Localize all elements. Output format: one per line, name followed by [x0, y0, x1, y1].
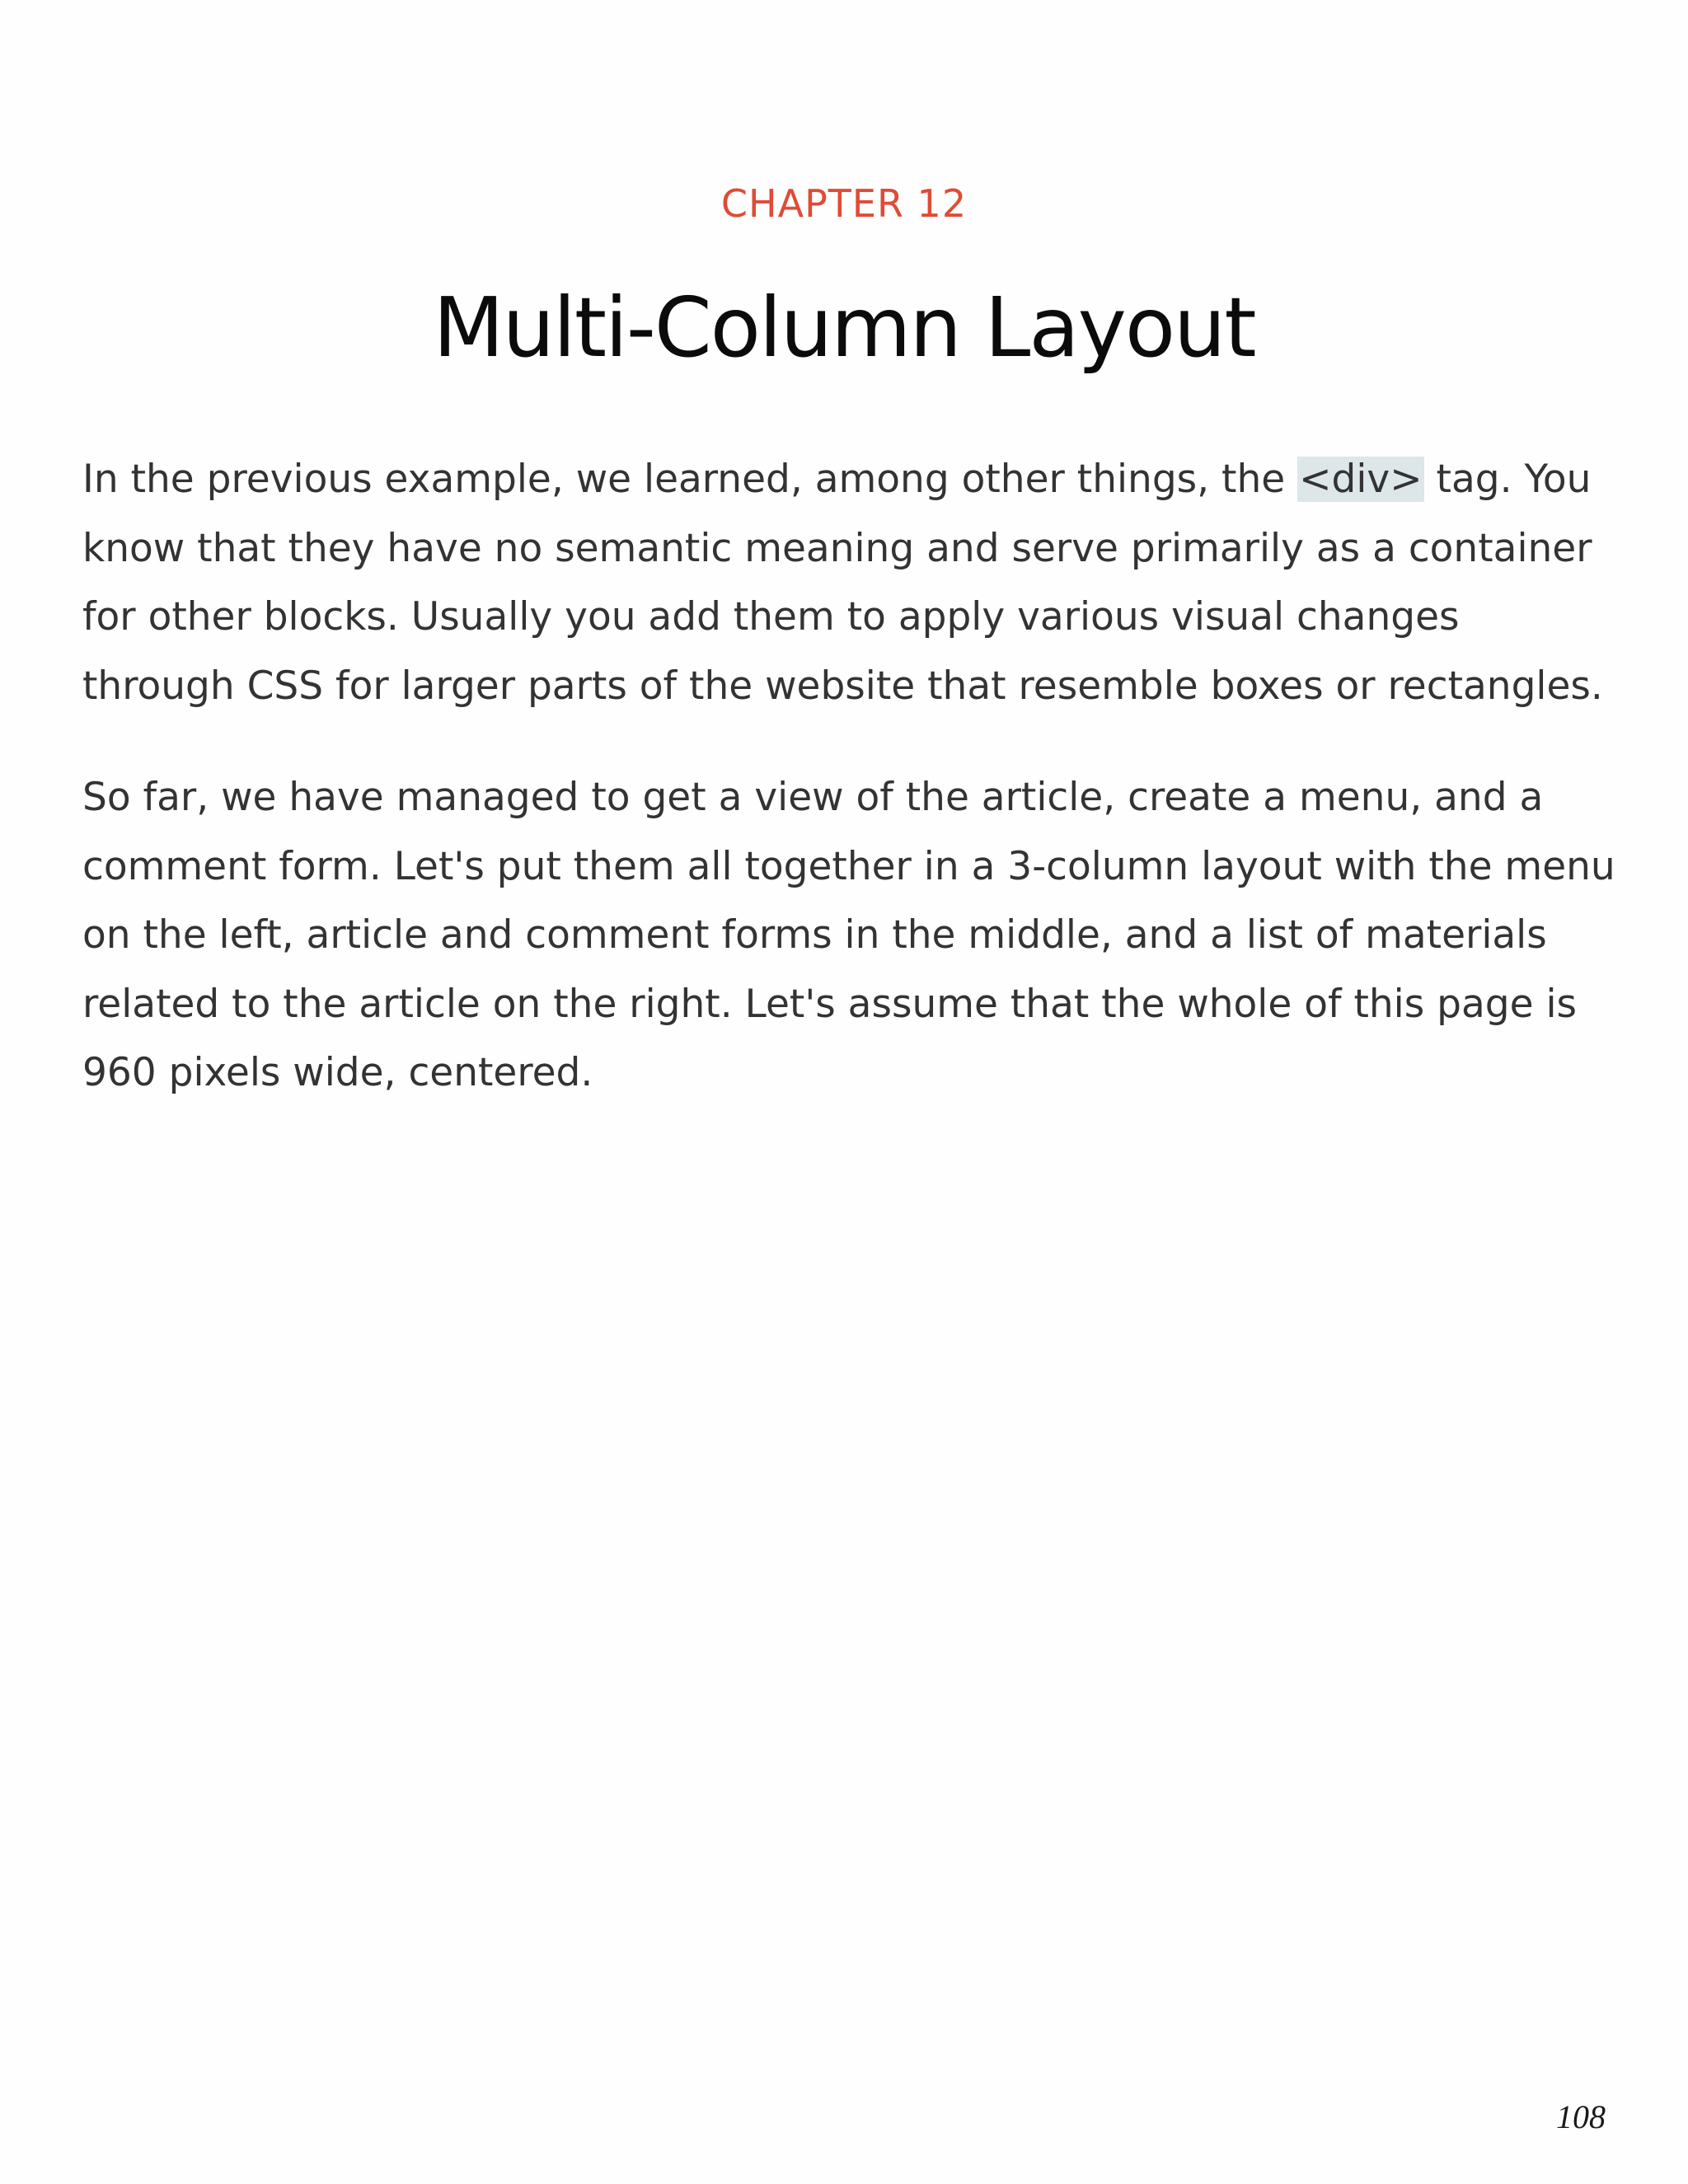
paragraph-layout-plan: So far, we have managed to get a view of the article, create a menu, and a comment form. Let's put them all together in a 3-column layout with the menu on the left, article and comment forms in the middle, and a list of materials related to the article on the right. Let's assume that the whole of this page is 960 pixels wide, centered.	[82, 775, 1615, 1095]
paragraph-intro-text-end: tag. You know that they have no semantic meaning and serve primarily as a container for other blocks. Usually you add them to apply various visual changes through CSS for larger parts of the website that resemble boxes or rectangles.	[82, 457, 1603, 709]
paragraph-intro	[82, 445, 1615, 720]
chapter-title: Multi-Column Layout	[433, 279, 1255, 376]
chapter-label: CHAPTER 12	[720, 181, 968, 226]
inline-code-div-tag: <div>	[1299, 457, 1423, 502]
paragraph-intro-text-start: In the previous example, we learned, among other things, the	[82, 457, 1298, 502]
page-number: 108	[1556, 2098, 1606, 2135]
